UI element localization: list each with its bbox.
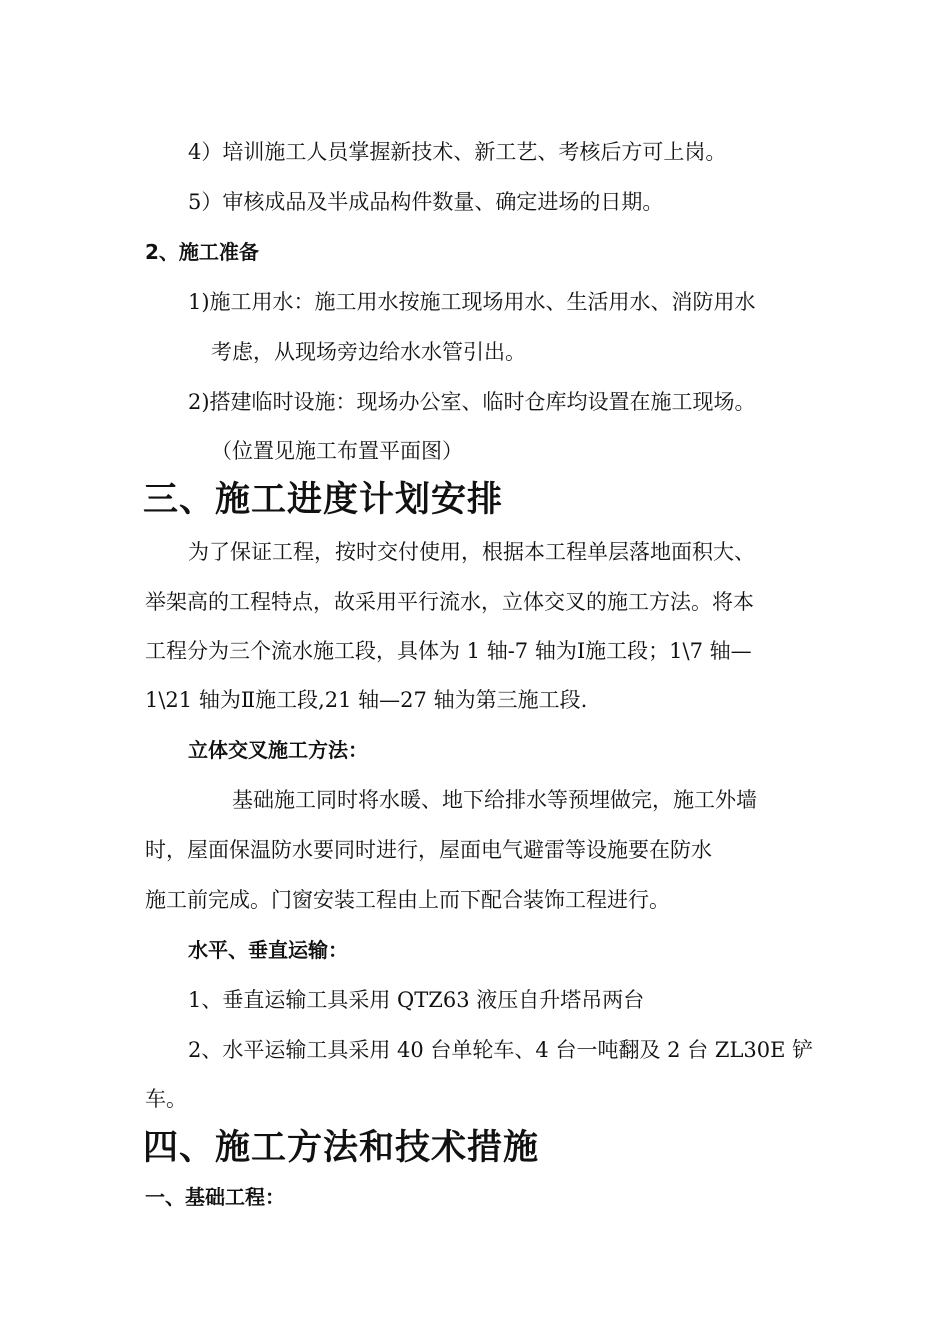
paragraph-1-line3: 工程分为三个流水施工段，具体为 1 轴-7 轴为Ⅰ施工段；1\7 轴—	[145, 639, 752, 663]
paragraph-2-line1: 基础施工同时将水暖、地下给排水等预埋做完，施工外墙	[232, 788, 757, 812]
paragraph-1-line4: 1\21 轴为Ⅱ施工段,21 轴—27 轴为第三施工段.	[145, 688, 588, 712]
paragraph-2-line2: 时，屋面保温防水要同时进行，屋面电气避雷等设施要在防水	[145, 838, 712, 862]
transport-item-2-line1: 2、水平运输工具采用 40 台单轮车、4 台一吨翻及 2 台 ZL30E 铲	[188, 1038, 814, 1062]
subtitle-cross-construction: 立体交叉施工方法：	[188, 738, 368, 762]
paragraph-1-line2: 举架高的工程特点，故采用平行流水，立体交叉的施工方法。将本	[145, 590, 754, 614]
paragraph-1-line1: 为了保证工程，按时交付使用，根据本工程单层落地面积大、	[188, 540, 755, 564]
list-item-5: 5）审核成品及半成品构件数量、确定进场的日期。	[188, 190, 664, 214]
heading-methods: 四、施工方法和技术措施	[143, 1128, 540, 1168]
prep-item-1-line1: 1)施工用水：施工用水按施工现场用水、生活用水、消防用水	[188, 290, 756, 314]
prep-item-2-line2: （位置见施工布置平面图）	[211, 439, 463, 463]
list-item-4: 4）培训施工人员掌握新技术、新工艺、考核后方可上岗。	[188, 140, 727, 164]
prep-item-2-line1: 2)搭建临时设施：现场办公室、临时仓库均设置在施工现场。	[188, 390, 756, 414]
section-title-foundation: 一、基础工程：	[145, 1185, 285, 1209]
transport-item-1: 1、垂直运输工具采用 QTZ63 液压自升塔吊两台	[188, 988, 645, 1012]
transport-item-2-line2: 车。	[145, 1087, 187, 1111]
subtitle-transport: 水平、垂直运输：	[188, 938, 348, 962]
section-title-preparation: 2、施工准备	[145, 240, 259, 264]
paragraph-2-line3: 施工前完成。门窗安装工程由上而下配合装饰工程进行。	[145, 888, 670, 912]
heading-schedule: 三、施工进度计划安排	[143, 480, 504, 520]
prep-item-1-line2: 考虑，从现场旁边给水水管引出。	[211, 340, 526, 364]
